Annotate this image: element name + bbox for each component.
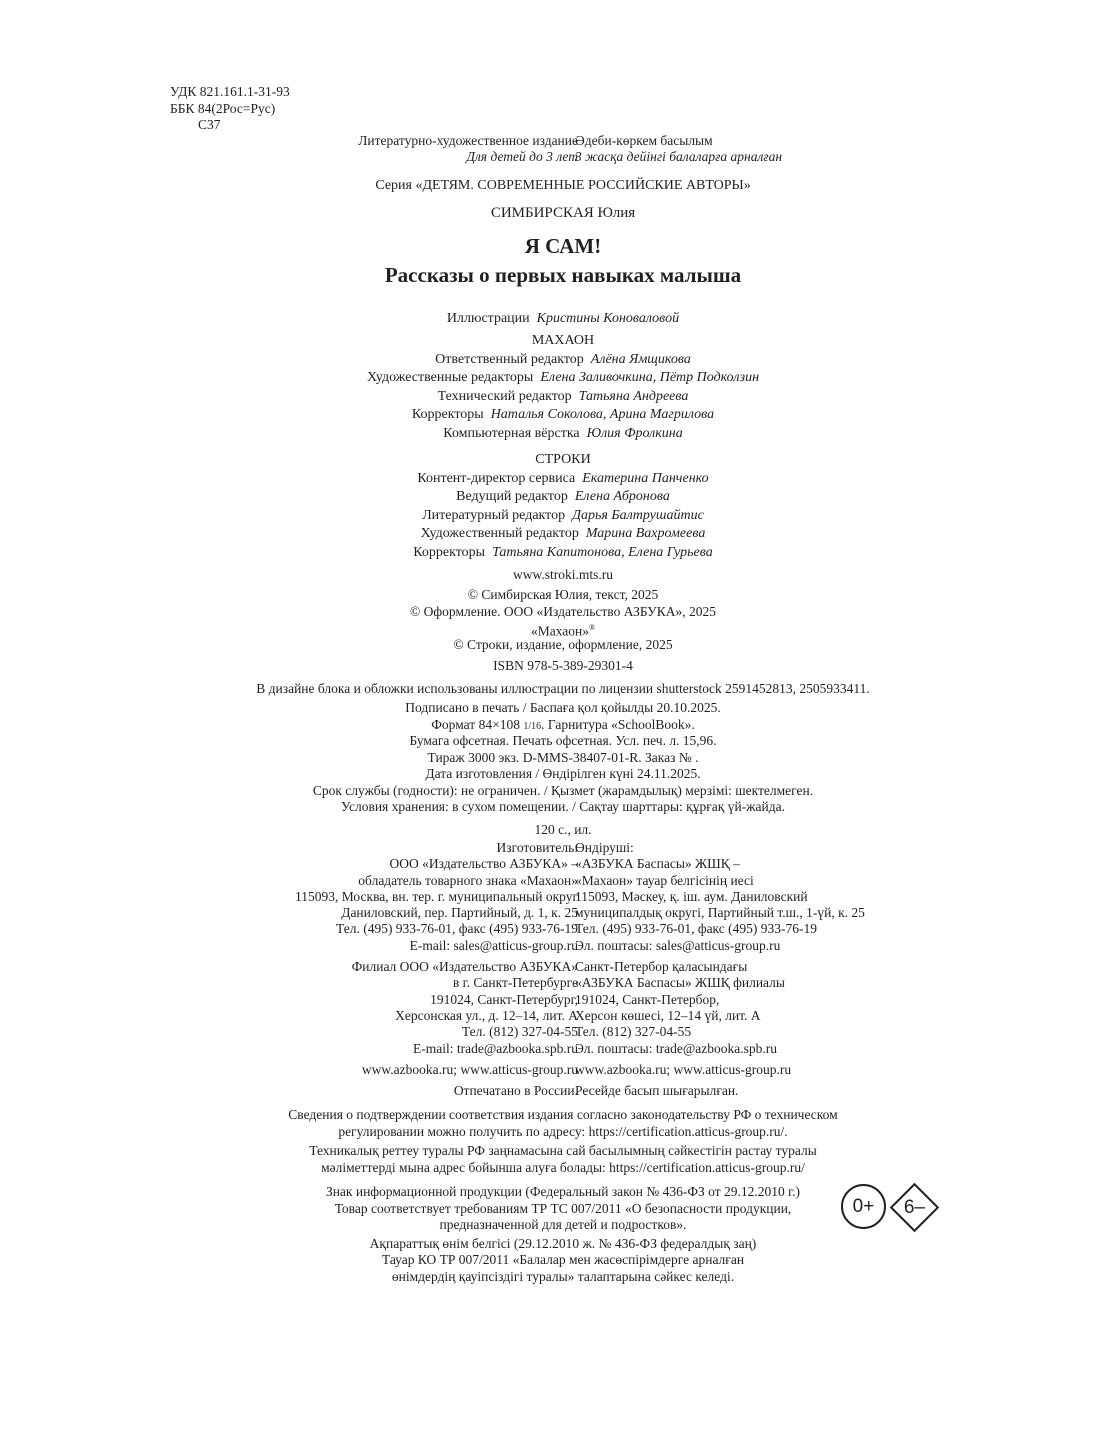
info-mark-text: Знак информационной продукции (Федеральный закон № 436-ФЗ от 29.12.2010 г.) Товар соответствует требованиям ТР ТС 007/2011 «О безопасности продукции, предназначенной для детей и подростков». Ақпараттық өнім белгісі (29.12.2010 ж. № 436-ФЗ федералдық заң) Тауар КО ТР 007/2011 «Балалар мен жасөспірімдерге арналған өнімдердің қауіпсіздігі туралы» талаптарына сәйкес келеді. [325,1184,801,1284]
credit-line: Корректоры Татьяна Капитонова, Елена Гурьева [413,544,713,560]
book-title: Я САМ! [524,234,602,258]
credit-line: Художественный редактор Марина Вахромеева [420,526,706,541]
copyright-line: © Строки, издание, оформление, 2025 [453,636,673,652]
printed-in: Ресейде басып шығарылған. [575,1083,739,1099]
print-run: Тираж 3000 экз. D-MMS-38407-01-R. Заказ № . [427,749,699,765]
email-link[interactable]: Эл. поштасы: trade@azbooka.spb.ru [575,1040,777,1056]
storage: Условия хранения: в сухом помещении. / Сақтау шарттары: құрғақ үй-жайда. [341,799,785,814]
stroki-url[interactable]: www.stroki.mts.ru [513,567,613,582]
copyright-line: «Махаон»® [530,623,596,639]
bbk-code: ББК 84(2Рос=Рус) [170,100,276,116]
email-link[interactable]: Эл. поштасы: sales@atticus-group.ru [575,937,781,953]
credit-line: Компьютерная вёрстка Юлия Фролкина [443,425,683,441]
design-note: В дизайне блока и обложки использованы иллюстрации по лицензии shutterstock 2591452813, 2505933411. [256,680,870,696]
makhaon-credits [0,332,1100,443]
copyright-block [0,587,1100,697]
paper: Бумага офсетная. Печать офсетная. Усл. печ. л. 15,96. [409,733,717,748]
stroki-heading: СТРОКИ [535,452,591,467]
print-details [0,700,1100,838]
registered-mark: ® [588,623,596,632]
signed-date: Подписано в печать / Баспаға қол қойылды 20.10.2025. [405,700,721,715]
author-mark: С37 [198,117,221,132]
series: Серия «ДЕТЯМ. СОВРЕМЕННЫЕ РОССИЙСКИЕ АВТОРЫ» [375,178,751,193]
credit-line: Технический редактор Татьяна Андреева [437,388,689,404]
age-ru: Для детей до 3 лет [466,149,578,165]
age-rating-badge: 0+ [841,1184,886,1229]
stroki-credits [0,451,1100,585]
credit-line: Корректоры Наталья Соколова, Арина Магрилова [411,407,715,422]
email-link[interactable]: E-mail: sales@atticus-group.ru [409,937,578,953]
credit-line: Контент-директор сервиса Екатерина Панченко [417,470,709,486]
book-subtitle: Рассказы о первых навыках малыша [384,263,742,287]
edition-type-kz: Әдеби-көркем басылым [575,133,713,148]
copyright-line: © Оформление. ООО «Издательство АЗБУКА», 2025 [410,603,716,619]
edition-type [0,133,1100,166]
isbn: ISBN 978-5-389-29301-4 [493,658,633,673]
copyright-line: © Симбирская Юлия, текст, 2025 [467,587,659,602]
author: СИМБИРСКАЯ Юлия [490,204,636,221]
web-links[interactable]: www.azbooka.ru; www.atticus-group.ru [575,1061,792,1077]
web-links[interactable]: www.azbooka.ru; www.atticus-group.ru [361,1061,578,1077]
shelf-life: Срок службы (годности): не ограничен. / Қызмет (жарамдылық) мерзімі: шектелмеген. [312,782,814,798]
manufacturer-info: Изготовитель: Өндіруші: ООО «Издательство АЗБУКА» – «АЗБУКА Баспасы» ЖШҚ – обладатель товарного знака «Махаон» «Махаон» тауар белгісінің иесі 115093, Москва, вн. тер. г. муниципальный округ 115093, Мәскеу, қ. іш. аум. Даниловский Даниловский, пер. Партийный, д. 1, к. 25 муниципалдық округі, Партийный т.ш., 1-үй, к. 25 Тел. (495) 933-76-01, факс (495) 933-76-19 Тел. (495) 933-76-01, факс (495) 933-76-19 E-mail: sales@atticus-group.ru Эл. поштасы: sales@atticus-group.ru Филиал ООО «Издательство АЗБУКА» Санкт-Петербор қаласындағы в г. Санкт-Петербурге «АЗБУКА Баспасы» ЖШҚ филиалы 191024, Санкт-Петербург, 191024, Санкт-Петербор, Херсонская ул., д. 12–14, лит. А Херсон көшесі, 12–14 үй, лит. А Тел. (812) 327-04-55 Тел. (812) 327-04-55 E-mail: trade@azbooka.spb.ru Эл. поштасы: trade@azbooka.spb.ru www.azbooka.ru; www.atticus-group.ru www.azbooka.ru; www.atticus-group.ru Отпечатано в России. Ресейде басып шығарылған. [295,840,865,1099]
age-kz: 3 жасқа дейінгі балаларға арналған [575,149,783,165]
credit-line: Художественные редакторы Елена Заливочкина, Пётр Подколзин [366,370,760,385]
printed-in: Отпечатано в России. [453,1083,578,1099]
credit-line: Ответственный редактор Алёна Ямщикова [435,351,691,367]
makhaon-heading: МАХАОН [531,333,595,348]
classification-codes [170,84,290,134]
udk-code: УДК 821.161.1-31-93 [170,84,290,99]
edition-type-ru: Литературно-художественное издание [358,133,578,148]
email-link[interactable]: E-mail: trade@azbooka.spb.ru [413,1040,578,1056]
info-product-sign-badge: 6– [890,1183,939,1232]
format: Формат 84×108 1/16. Гарнитура «SchoolBook». [431,716,695,732]
illustrations-credit: Иллюстрации Кристины Коноваловой [446,311,680,326]
credit-line: Литературный редактор Дарья Балтрушайтис [422,507,704,523]
page-count: 120 с., ил. [534,821,592,837]
certification-info: Сведения о подтверждении соответствия издания согласно законодательству РФ о техническом регулировании можно получить по адресу: https://certification.atticus-group.ru/. Техникалық реттеу туралы РФ заңнамасына сай басылымның сәйкестігін растау туралы мәліметтерді мына адрес бойынша алуға болады: https://certification.atticus-group.ru/ [288,1107,838,1175]
title-block [0,177,1100,329]
manufacture-date: Дата изготовления / Өндірілген күні 24.11.2025. [425,766,701,781]
credit-line: Ведущий редактор Елена Абронова [456,489,670,504]
